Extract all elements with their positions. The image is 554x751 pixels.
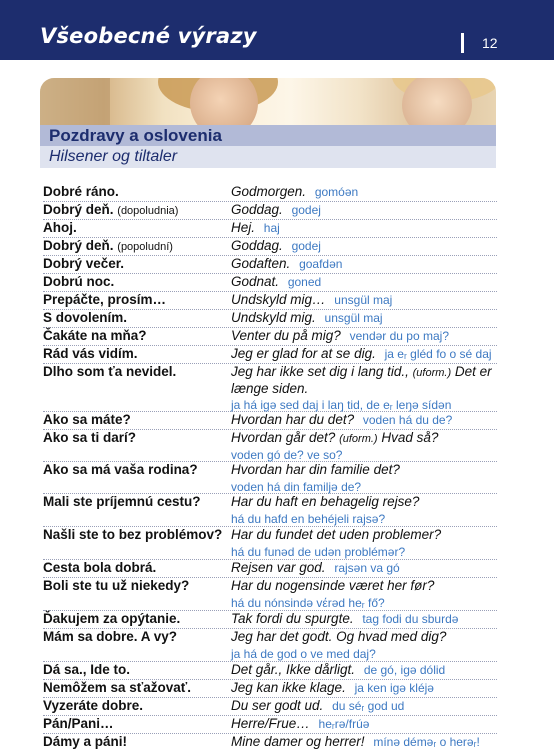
slovak-phrase: Dlho som ťa nevidel. (43, 364, 177, 379)
phrase-row (43, 411, 497, 430)
norwegian-translation: Venter du på mig? vendər du po maj? (231, 328, 449, 343)
norwegian-translation: Goddag. godej (231, 202, 321, 217)
page-number: 12 (482, 35, 498, 51)
norwegian-translation: Har du haft en behagelig rejse? há du hafd en behéjeli rajsə? (231, 494, 497, 527)
phrase-row (43, 610, 497, 629)
norwegian-translation: Goddag. godej (231, 238, 321, 253)
norwegian-translation: Hvordan går det? (uform.) Hvad så? voden gó de? ve so? (231, 430, 497, 463)
phrase-row (43, 345, 497, 364)
pronunciation: voden há du de? (362, 413, 453, 427)
phrase-row (43, 183, 497, 202)
norwegian-translation: Godmorgen. gomóən (231, 184, 359, 199)
norwegian-translation: Godaften. goafdən (231, 256, 343, 271)
pronunciation: unsgül maj (324, 311, 383, 325)
slovak-phrase: Dámy a páni! (43, 734, 128, 749)
slovak-phrase: Dobrú noc. (43, 274, 115, 289)
pronunciation: rajsən va gó (334, 561, 400, 575)
pronunciation: há du nónsində vέrəd heᵣ fő? (231, 596, 385, 610)
pronunciation: ja há de god o ve med daj? (231, 647, 376, 661)
phrase-row (43, 219, 497, 238)
norwegian-translation: Har du fundet det uden problemer? há du funəd de udən problémər? (231, 527, 497, 560)
norwegian-translation: Undskyld mig… unsgül maj (231, 292, 393, 307)
pronunciation: voden há din familjə de? (231, 480, 362, 494)
pronunciation: unsgül maj (334, 293, 393, 307)
phrase-row (43, 273, 497, 292)
phrase-row (43, 327, 497, 346)
pronunciation: heᵣrə/frúə (318, 717, 370, 731)
phrase-row (43, 493, 497, 527)
pronunciation: ja há igə sed daj i laŋ tid, de eᵣ leŋə sídən (231, 398, 452, 412)
slovak-phrase: Dobrý večer. (43, 256, 125, 271)
norwegian-translation: Hvordan har din familie det? voden há din familjə de? (231, 462, 497, 495)
phrase-row (43, 429, 497, 462)
pronunciation: mínə déməᵣ o herəᵣ! (373, 735, 480, 749)
phrase-row (43, 309, 497, 328)
pronunciation: goafdən (299, 257, 343, 271)
pronunciation: de gó, igə dólid (363, 663, 446, 677)
slovak-phrase: S dovolením. (43, 310, 128, 325)
slovak-phrase: Prepáčte, prosím… (43, 292, 167, 307)
phrase-row (43, 461, 497, 494)
slovak-phrase: Mám sa dobre. A vy? (43, 629, 178, 644)
slovak-phrase: Ako sa máte? (43, 412, 131, 427)
norwegian-translation: Godnat. goned (231, 274, 322, 289)
pronunciation: ja eᵣ gléd fo o sé daj (384, 347, 492, 361)
pronunciation: goned (287, 275, 322, 289)
norwegian-translation: Jeg er glad for at se dig. ja eᵣ gléd fo o sé daj (231, 346, 492, 361)
pronunciation: haj (263, 221, 280, 235)
norwegian-translation: Rejsen var god. rajsən va gó (231, 560, 400, 575)
slovak-phrase: Mali ste príjemnú cestu? (43, 494, 201, 509)
phrase-row (43, 577, 497, 611)
slovak-phrase: Pán/Pani… (43, 716, 114, 731)
pronunciation: gomóən (314, 185, 359, 199)
norwegian-translation: Hej. haj (231, 220, 280, 235)
section-title-slovak: Pozdravy a oslovenia (49, 126, 222, 145)
slovak-phrase: Rád vás vidím. (43, 346, 138, 361)
phrase-row (43, 237, 497, 256)
norwegian-translation: Jeg kan ikke klage. ja ken igə kléjə (231, 680, 434, 695)
norwegian-translation: Hvordan har du det? voden há du de? (231, 412, 453, 427)
slovak-phrase: Ako sa ti darí? (43, 430, 137, 445)
norwegian-translation: Tak fordi du spurgte. tag fodi du sburdə (231, 611, 459, 626)
norwegian-translation: Har du nogensinde været her før? há du nónsində vέrəd heᵣ fő? (231, 578, 497, 611)
pronunciation: vendər du po maj? (349, 329, 449, 343)
phrase-row (43, 363, 497, 412)
slovak-phrase: Dá sa., Ide to. (43, 662, 131, 677)
slovak-phrase: Dobrý deň. (popoludní) (43, 238, 173, 253)
phrase-row (43, 715, 497, 734)
norwegian-translation: Jeg har ikke set dig i lang tid., (uform.) Det er længe siden. ja há igə sed daj i laŋ tid, de eᵣ leŋə sídən (231, 364, 497, 413)
slovak-phrase: Vyzeráte dobre. (43, 698, 144, 713)
norwegian-translation: Jeg har det godt. Og hvad med dig? ja há de god o ve med daj? (231, 629, 497, 662)
slovak-phrase: Ako sa má vaša rodina? (43, 462, 198, 477)
slovak-phrase: Našli ste to bez problémov? (43, 527, 223, 542)
slovak-phrase: Čakáte na mňa? (43, 328, 147, 343)
phrase-row (43, 291, 497, 310)
slovak-phrase: Boli ste tu už niekedy? (43, 578, 190, 593)
pronunciation: godej (291, 203, 321, 217)
pronunciation: há du hafd en behéjeli rajsə? (231, 512, 386, 526)
chapter-title: Všeobecné výrazy (40, 24, 257, 48)
phrase-row (43, 559, 497, 578)
section-title-norwegian: Hilsener og tiltaler (49, 148, 178, 165)
phrase-row (43, 255, 497, 274)
slovak-phrase: Nemôžem sa sťažovať. (43, 680, 191, 695)
phrase-row (43, 697, 497, 716)
phrase-row (43, 526, 497, 560)
phrase-row (43, 679, 497, 698)
pronunciation: godej (291, 239, 321, 253)
slovak-phrase: Dobrý deň. (dopoludnia) (43, 202, 179, 217)
norwegian-translation: Undskyld mig. unsgül maj (231, 310, 383, 325)
phrase-row (43, 661, 497, 680)
norwegian-translation: Herre/Frue… heᵣrə/frúə (231, 716, 370, 731)
slovak-phrase: Ďakujem za opýtanie. (43, 611, 181, 626)
pronunciation: du séᵣ god ud (332, 699, 405, 713)
pronunciation: há du funəd de udən problémər? (231, 545, 406, 559)
pronunciation: tag fodi du sburdə (362, 612, 459, 626)
phrase-row (43, 628, 497, 662)
pronunciation: voden gó de? ve so? (231, 448, 343, 462)
phrase-row (43, 733, 497, 749)
pronunciation: ja ken igə kléjə (354, 681, 434, 695)
slovak-phrase: Ahoj. (43, 220, 77, 235)
norwegian-translation: Det går., Ikke dårligt. de gó, igə dólid (231, 662, 446, 677)
phrase-row (43, 201, 497, 220)
norwegian-translation: Mine damer og herrer! mínə déməᵣ o herəᵣ! (231, 734, 480, 749)
slovak-phrase: Cesta bola dobrá. (43, 560, 157, 575)
norwegian-translation: Du ser godt ud. du séᵣ god ud (231, 698, 405, 713)
slovak-phrase: Dobré ráno. (43, 184, 119, 199)
